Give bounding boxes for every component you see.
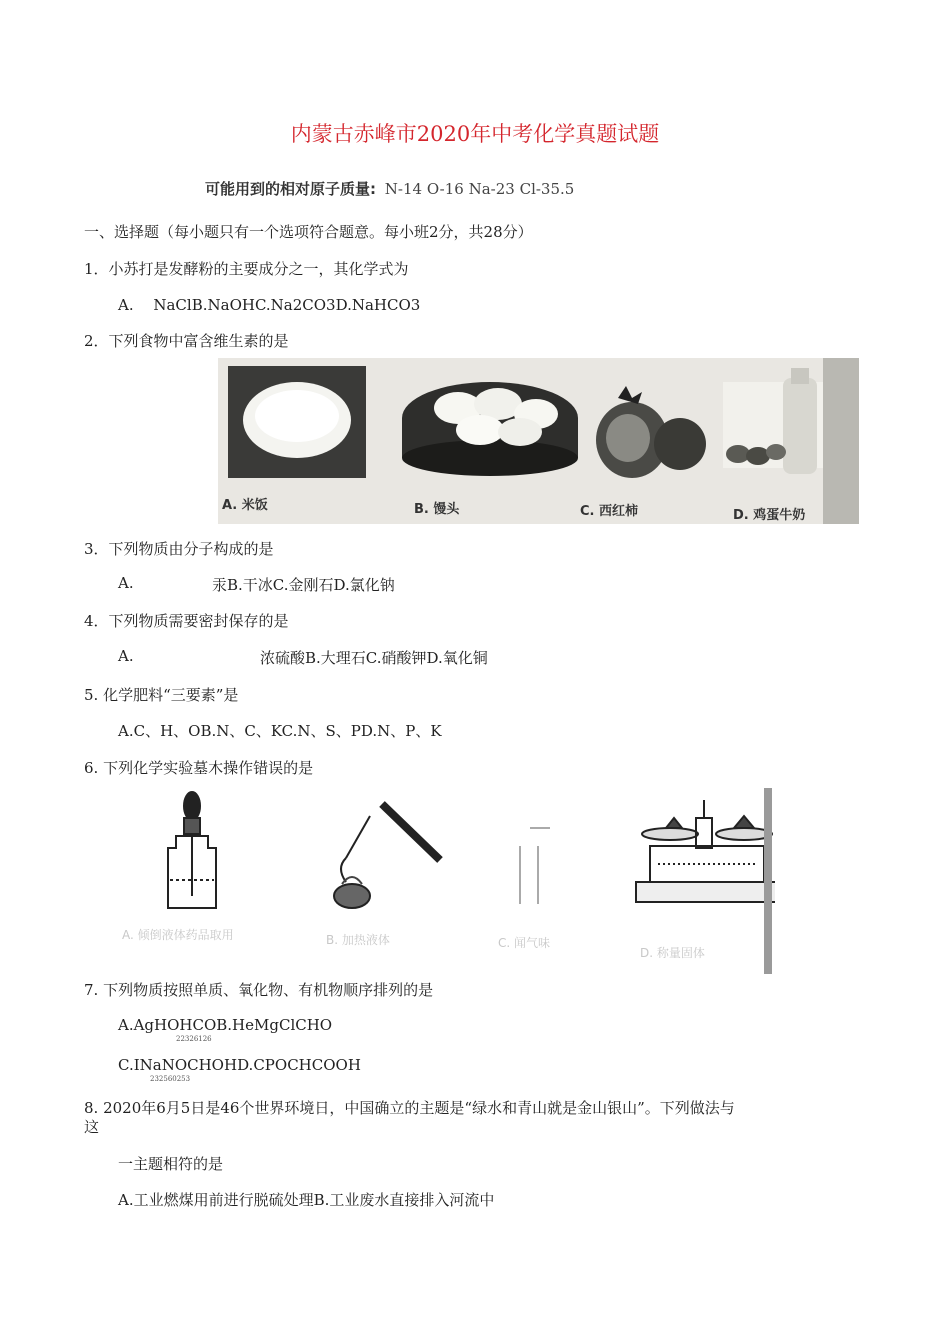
rice-image [228, 366, 366, 478]
steamed-buns-image [402, 382, 578, 476]
q7-sub1: 22326126 [176, 1035, 212, 1043]
heating-test-tube-image [334, 804, 440, 908]
q2-food-images [218, 358, 859, 524]
q5-stem: 5. 化学肥料“三要素”是 [84, 686, 239, 704]
tomato-image [596, 386, 706, 478]
caption-a-rice: A. 米饭 [222, 498, 268, 513]
q7-stem: 7. 下列物质按照单质、氧化物、有机物顺序排列的是 [84, 981, 434, 999]
caption-b-heating: B. 加热液体 [326, 933, 390, 947]
dropper-bottle-image [168, 792, 216, 908]
q6-stem: 6. 下列化学实验墓木操作错误的是 [84, 759, 314, 777]
caption-b-buns: B. 馒头 [414, 502, 460, 517]
q3-stem: 3．下列物质由分子构成的是 [84, 540, 274, 558]
page-title: 内蒙古赤峰市2020年中考化学真题试题 [290, 122, 660, 146]
q4-options: 浓硫酸B.大理石C.硝酸钾D.氧化铜 [260, 649, 488, 667]
q4-stem: 4．下列物质需要密封保存的是 [84, 612, 289, 630]
section-heading: 一、选择题（每小题只有一个选项符合题意。每小班2分，共28分） [84, 223, 533, 241]
q1-stem: 1．小苏打是发酵粉的主要成分之一，其化学式为 [84, 260, 409, 278]
q5-options: A.C、H、OB.N、C、KC.N、S、PD.N、P、K [118, 722, 442, 740]
atomic-masses-label: 可能用到的相对原子质量: [205, 180, 376, 198]
atomic-masses-values: N-14 O-16 Na-23 Cl-35.5 [384, 180, 575, 198]
food-photos [218, 358, 859, 524]
caption-d-eggs-milk: D. 鸡蛋牛奶 [733, 508, 806, 523]
atomic-masses [205, 178, 574, 199]
test-tube-image [520, 828, 550, 904]
q7-line2: C.INaNOCHOHD.CPOCHCOOH [118, 1056, 361, 1074]
eggs-milk-image [723, 358, 859, 524]
q8-options: A.工业燃煤用前进行脱硫处理B.工业废水直接排入河流中 [118, 1191, 495, 1209]
q8-stem-1: 8. 2020年6月5日是46个世界环境日，中国确立的主题是“绿水和青山就是金山银山”。下列做法与 [84, 1099, 735, 1117]
q3-options: 汞B.干冰C.金刚石D.氯化钠 [212, 576, 395, 594]
q8-stem-2: 这 [84, 1118, 100, 1136]
q2-stem: 2．下列食物中富含维生素的是 [84, 332, 289, 350]
q4-prefix: A. [118, 647, 134, 665]
caption-d-weigh: D. 称量固体 [640, 946, 705, 960]
caption-c-tomato: C. 西红柿 [580, 504, 639, 519]
caption-c-smell: C. 闻气味 [498, 936, 551, 950]
q7-line1: A.AgHOHCOB.HeMgClCHO [118, 1016, 333, 1034]
q1-options: A. NaClB.NaOHC.Na2CO3D.NaHCO3 [118, 296, 421, 314]
q8-stem-3: 一主题相符的是 [118, 1155, 224, 1173]
q6-lab-images [110, 788, 775, 974]
caption-a-dropper: A. 倾倒液体药品取用 [122, 928, 234, 942]
q3-prefix: A. [118, 574, 134, 592]
q7-sub2: 232560253 [150, 1075, 191, 1083]
